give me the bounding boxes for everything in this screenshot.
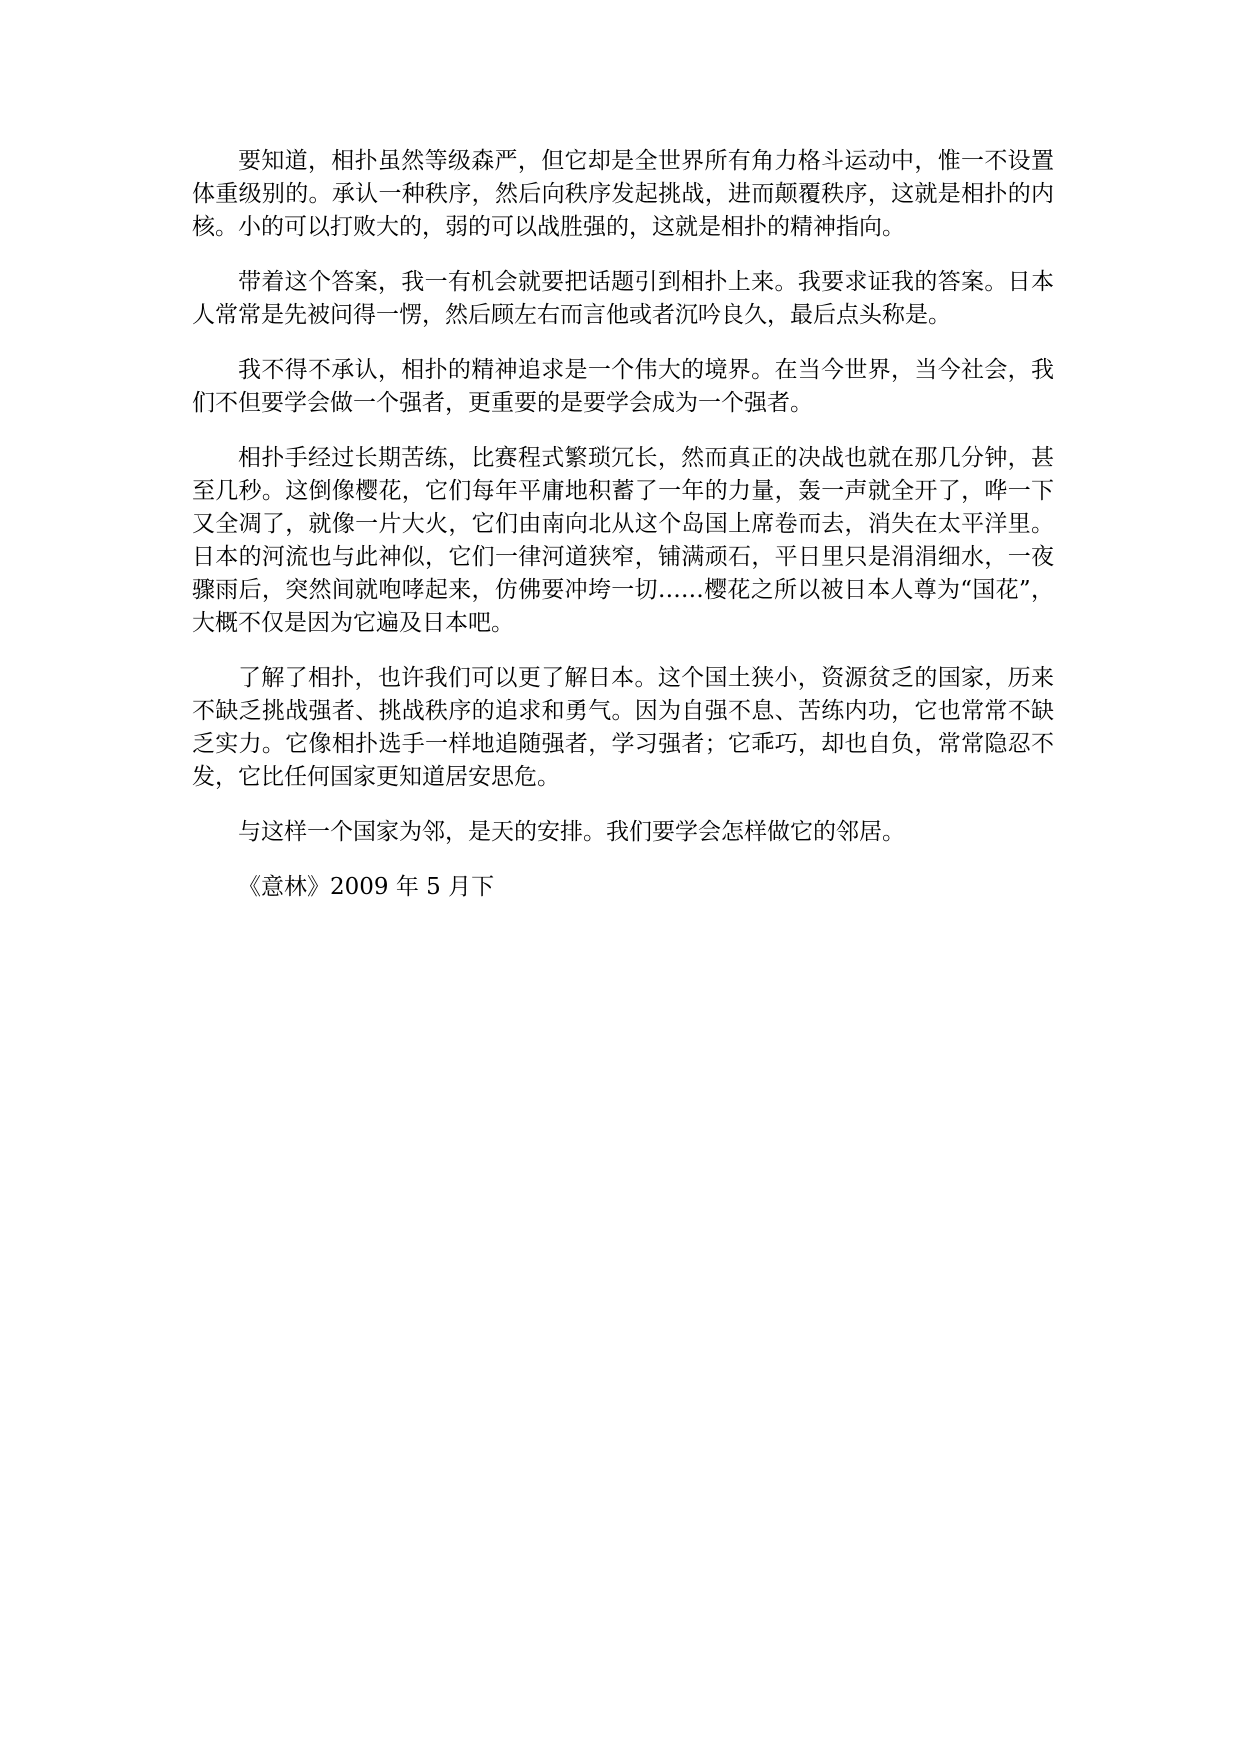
source-citation: 《意林》2009 年 5 月下 [238, 874, 495, 900]
paragraph-1: 要知道，相扑虽然等级森严，但它却是全世界所有角力格斗运动中，惟一不设置体重级别的。承认一种秩序，然后向秩序发起挑战，进而颠覆秩序，这就是相扑的内核。小的可以打败大的，弱的可以战胜强的，这就是相扑的精神指向。 [192, 148, 1054, 240]
paragraph-2: 带着这个答案，我一有机会就要把话题引到相扑上来。我要求证我的答案。日本人常常是先被问得一愣，然后顾左右而言他或者沉吟良久，最后点头称是。 [192, 269, 1054, 328]
document-page [192, 145, 1054, 904]
paragraph-6: 与这样一个国家为邻，是天的安排。我们要学会怎样做它的邻居。 [238, 819, 905, 845]
paragraph-3: 我不得不承认，相扑的精神追求是一个伟大的境界。在当今世界，当今社会，我们不但要学会做一个强者，更重要的是要学会成为一个强者。 [192, 357, 1054, 416]
paragraph-5: 了解了相扑，也许我们可以更了解日本。这个国土狭小，资源贫乏的国家，历来不缺乏挑战强者、挑战秩序的追求和勇气。因为自强不息、苦练内功，它也常常不缺乏实力。它像相扑选手一样地追随强者，学习强者；它乖巧，却也自负，常常隐忍不发，它比任何国家更知道居安思危。 [192, 665, 1054, 790]
paragraph-4: 相扑手经过长期苦练，比赛程式繁琐冗长，然而真正的决战也就在那几分钟，甚至几秒。这倒像樱花，它们每年平庸地积蓄了一年的力量，轰一声就全开了，哗一下又全凋了，就像一片大火，它们由南向北从这个岛国上席卷而去，消失在太平洋里。日本的河流也与此神似，它们一律河道狭窄，铺满顽石，平日里只是涓涓细水，一夜骤雨后，突然间就咆哮起来，仿佛要冲垮一切……樱花之所以被日本人尊为“国花”，大概不仅是因为它遍及日本吧。 [192, 445, 1054, 636]
